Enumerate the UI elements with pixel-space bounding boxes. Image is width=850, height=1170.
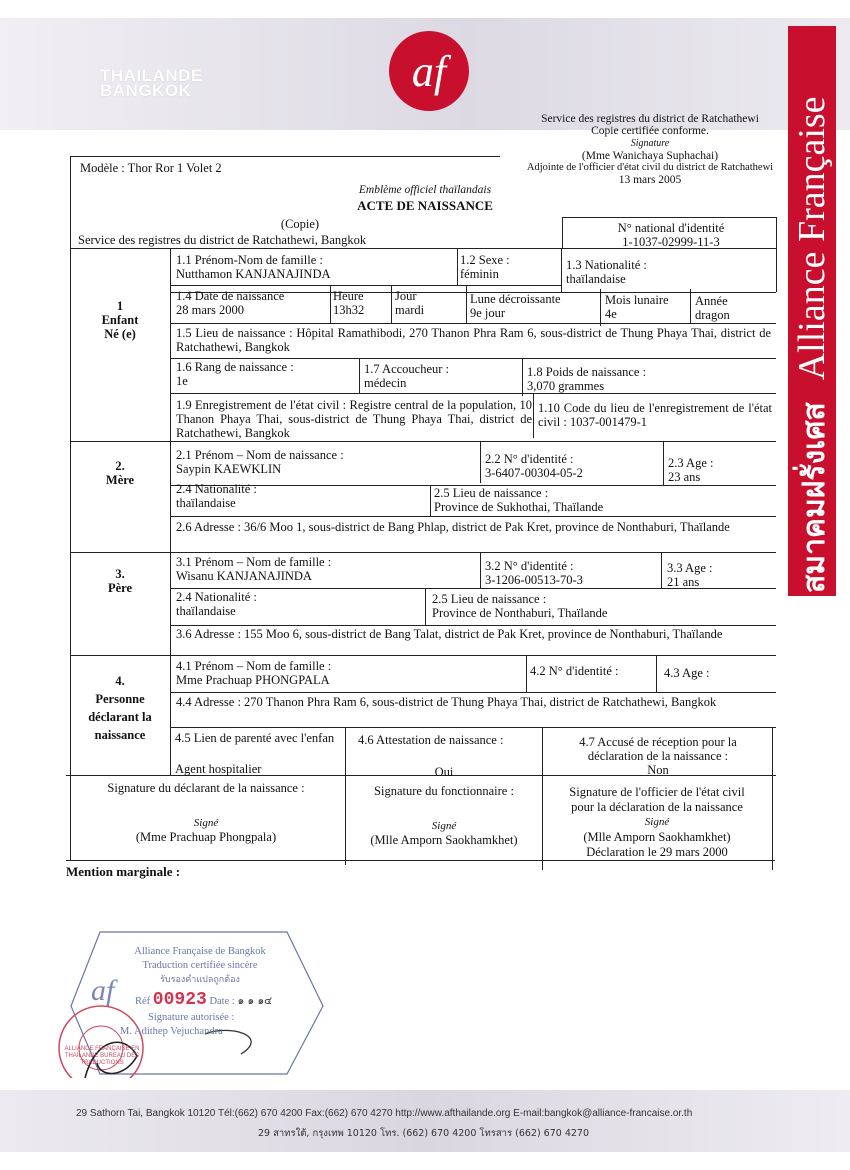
stamp-reference: Réf 00923 Date : ๑ ๑ ๑๔ <box>135 990 273 1010</box>
table-rule <box>663 441 664 485</box>
field-1-7: 1.7 Accoucheur : médecin <box>364 362 450 390</box>
table-rule <box>690 289 691 323</box>
certified-copy-block: Service des registres du district de Ratchathewi Copie certifiée conforme. Signature (Mme Wanichaya Suphachai) Adjointe de l'officier d'état civil du district de Ratchathewi 13 mars 2005 <box>526 113 774 186</box>
field-1-2: 1.2 Sexe : féminin <box>460 253 510 281</box>
table-rule <box>70 552 776 553</box>
national-id: N° national d'identité 1-1037-02999-11-3 <box>617 221 725 249</box>
table-rule <box>526 655 527 692</box>
field-1-4: 1.4 Date de naissance 28 mars 2000 <box>176 289 285 317</box>
table-rule <box>562 217 563 248</box>
field-2-2: 2.2 N° d'identité : 3-6407-00304-05-2 <box>485 452 583 480</box>
field-1-8: 1.8 Poids de naissance : 3,070 grammes <box>527 365 647 393</box>
field-2-3: 2.3 Age : 23 ans <box>668 456 714 484</box>
stamp-lines: Alliance Française de Bangkok Traduction certifiée sincère รับรองคำแปลถูกต้อง <box>134 946 266 985</box>
field-4-1: 4.1 Prénom – Nom de famille : Mme Prachuap PHONGPALA <box>176 659 332 687</box>
field-2-4: 2.4 Nationalité : thaïlandaise <box>176 482 257 510</box>
side-text-thai: สมาคมฝรั่งเศส <box>797 402 832 593</box>
stamp-af-monogram: af <box>91 974 115 1007</box>
field-4-6-value: Oui <box>434 765 454 779</box>
table-rule <box>656 655 657 692</box>
table-rule <box>170 727 776 728</box>
table-rule <box>480 441 481 483</box>
footer-band <box>0 1090 850 1152</box>
table-rule <box>170 516 776 517</box>
field-heure: Heure 13h32 <box>333 289 365 317</box>
table-rule <box>466 285 467 323</box>
table-rule <box>391 285 392 323</box>
table-rule <box>70 441 776 442</box>
table-rule <box>776 217 777 292</box>
official-signature: Signature du fonctionnaire : Signé (Mlle Amporn Saokhamkhet) <box>370 784 518 847</box>
table-rule <box>561 248 562 292</box>
section-4-label: 4. Personne déclarant la naissance <box>88 674 152 742</box>
field-2-6: 2.6 Adresse : 36/6 Moo 1, sous-district de Bang Phlap, district de Pak Kret, province de Nonthaburi, Thaïlande <box>176 520 730 534</box>
table-rule <box>425 588 426 625</box>
declarant-signature: Signature du déclarant de la naissance : Signé (Mme Prachuap Phongpala) <box>107 781 305 844</box>
field-1-10: 1.10 Code du lieu de l'enregistrement de l'état civil : 1037-001479-1 <box>538 401 772 429</box>
field-mois: Mois lunaire 4e <box>605 293 669 321</box>
table-rule <box>170 358 776 359</box>
copie-label: (Copie) <box>280 217 320 231</box>
table-rule <box>480 552 481 588</box>
field-jour: Jour mardi <box>395 289 425 317</box>
field-4-2: 4.2 N° d'identité : <box>530 664 619 678</box>
stamp-signature: Signature autorisée : M. Adithep Vejuchandra <box>120 1012 235 1037</box>
field-4-5-value: Agent hospitalier <box>175 762 262 776</box>
table-rule <box>170 625 776 626</box>
af-logo <box>388 30 470 112</box>
emblem-label: Emblème officiel thaïlandais <box>358 184 492 196</box>
field-4-3: 4.3 Age : <box>664 666 710 680</box>
af-thailande-logo-text: THAILANDE BANGKOK <box>100 66 203 100</box>
field-2-1: 2.1 Prénom – Nom de naissance : Saypin KAEWKLIN <box>176 448 344 476</box>
field-lune: Lune décroissante 9e jour <box>470 292 561 320</box>
table-rule <box>70 655 776 656</box>
table-rule <box>772 727 773 870</box>
table-rule <box>533 393 534 438</box>
table-rule <box>430 485 431 516</box>
table-rule <box>661 552 662 588</box>
table-rule <box>170 285 562 286</box>
table-rule <box>70 156 71 860</box>
table-rule <box>522 358 523 396</box>
field-4-6-label: 4.6 Attestation de naissance : <box>358 733 504 747</box>
registrar-signature: Signature de l'officier de l'état civil pour la déclaration de la naissance Signé (Mlle Amporn Saokhamkhet) Déclaration le 29 mars 2000 <box>569 785 745 859</box>
table-rule <box>562 217 776 218</box>
table-rule <box>170 393 776 394</box>
section-2-label: 2. Mère <box>105 459 135 487</box>
section-3-label: 3. Père <box>107 567 133 595</box>
table-rule <box>457 248 458 285</box>
field-3-2: 3.2 N° d'identité : 3-1206-00513-70-3 <box>485 559 583 587</box>
field-3-3: 3.3 Age : 21 ans <box>667 561 713 589</box>
table-rule <box>70 156 500 157</box>
table-rule <box>600 289 601 326</box>
field-1-5: 1.5 Lieu de naissance : Hôpital Ramathibodi, 270 Thanon Phra Ram 6, sous-district de Thung Phaya Thai, district de Ratchathewi, Bangkok <box>176 326 771 354</box>
table-rule <box>170 248 171 775</box>
field-3-1: 3.1 Prénom – Nom de famille : Wisanu KANJANAJINDA <box>176 555 332 583</box>
field-1-9: 1.9 Enregistrement de l'état civil : Registre central de la population, 10 Thanon Phaya Thai, sous-district de Thung Phaya Thai, district de Ratchathewi, Bangkok <box>176 398 532 440</box>
office-label: Service des registres du district de Ratchathewi, Bangkok <box>78 233 367 247</box>
document-title: ACTE DE NAISSANCE <box>357 198 493 213</box>
marginal-note-label: Mention marginale : <box>66 864 181 879</box>
field-1-3: 1.3 Nationalité : thaïlandaise <box>566 258 647 286</box>
stamp-seal-text: ALLIANCE FRANÇAISE EN THAÏLANDE BUREAU DES TRADUCTIONS <box>64 1046 140 1066</box>
side-text-fr: Alliance Française <box>791 96 833 381</box>
section-1-label: 1 Enfant Né (e) <box>101 299 139 341</box>
table-rule <box>359 358 360 393</box>
model-label: Modèle : Thor Ror 1 Volet 2 <box>80 161 222 175</box>
alliance-francaise-side-band <box>788 26 836 596</box>
table-rule <box>330 285 331 323</box>
field-annee: Année dragon <box>695 294 730 322</box>
field-1-6: 1.6 Rang de naissance : 1e <box>176 360 294 388</box>
footer-address-fr: 29 Sathorn Tai, Bangkok 10120 Tél:(662) 670 4200 Fax:(662) 670 4270 http://www.afthailande.org E-mail:bangkok@alliance-francaise.or.th <box>76 1108 693 1119</box>
field-3-6: 3.6 Adresse : 155 Moo 6, sous-district de Bang Talat, district de Pak Kret, province de Nonthaburi, Thaïlande <box>176 627 723 641</box>
field-father-birthplace: 2.5 Lieu de naissance : Province de Nonthaburi, Thaïlande <box>432 592 608 620</box>
field-4-7: 4.7 Accusé de réception pour la déclaration de la naissance : Non <box>579 735 737 777</box>
field-father-nationality: 2.4 Nationalité : thaïlandaise <box>176 590 257 618</box>
field-4-5-label: 4.5 Lien de parenté avec l'enfan <box>175 731 335 745</box>
af-monogram: af <box>411 47 447 96</box>
table-rule <box>170 692 776 693</box>
field-2-5: 2.5 Lieu de naissance : Province de Sukhothai, Thaïlande <box>434 486 604 514</box>
footer-address-th: 29 สาทรใต้, กรุงเทพ 10120 โทร. (662) 670 4200 โทรสาร (662) 670 4270 <box>258 1128 590 1139</box>
field-1-1: 1.1 Prénom-Nom de famille : Nutthamon KANJANAJINDA <box>176 253 331 281</box>
table-rule <box>66 860 775 861</box>
table-rule <box>170 323 776 324</box>
field-4-4: 4.4 Adresse : 270 Thanon Phra Ram 6, sous-district de Thung Phaya Thai, district de Ratchathewi, Bangkok <box>176 695 717 709</box>
